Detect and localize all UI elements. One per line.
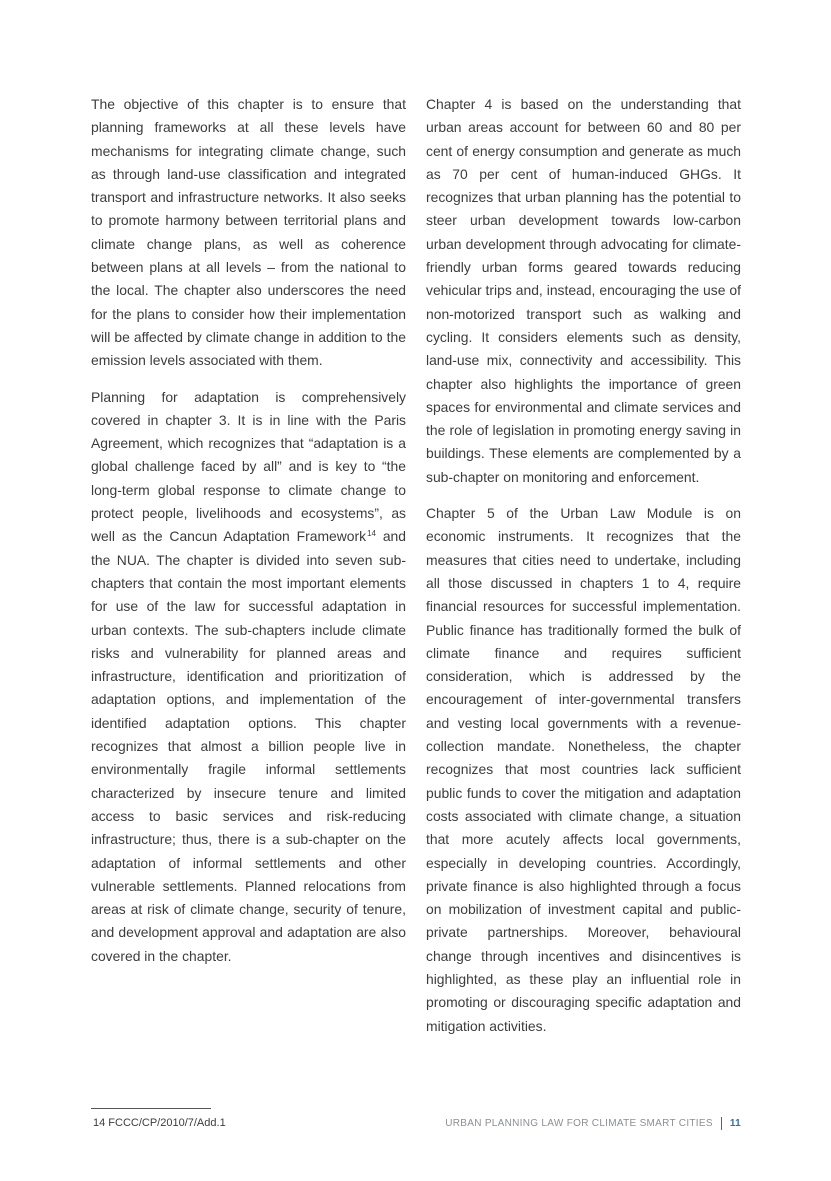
page-number: 11 xyxy=(729,1118,741,1129)
footer-title: URBAN PLANNING LAW FOR CLIMATE SMART CITIES xyxy=(445,1118,713,1129)
footer-separator xyxy=(721,1117,722,1130)
footnote-14: 14 FCCC/CP/2010/7/Add.1 xyxy=(93,1117,226,1129)
footnote-marker-14[interactable]: 14 xyxy=(367,528,376,538)
paragraph-adaptation-part1: Planning for adaptation is comprehensively covered in chapter 3. It is in line with the Paris Agreement, which recognizes that “adaptation is a global challenge faced by all” and is key to “the long-term global response to climate change to protect people, livelihoods and ecosystems”, as well as the Cancun Adaptation Framework xyxy=(91,388,406,545)
footnote-divider xyxy=(91,1108,211,1109)
paragraph-chapter4: Chapter 4 is based on the understanding that urban areas account for between 60 and 80 per cent of energy consumption and generate as much as 70 per cent of human-induced GHGs. It recognizes that urban planning has the potential to steer urban development towards low-carbon urban development through advocating for climate-friendly urban forms geared towards reducing vehicular trips and, instead, encouraging the use of non-motorized transport such as walking and cycling. It considers elements such as density, land-use mix, connectivity and accessibility. This chapter also highlights the importance of green spaces for environmental and climate services and the role of legislation in promoting energy saving in buildings. These elements are complemented by a sub-chapter on monitoring and enforcement. xyxy=(426,96,741,485)
paragraph-adaptation-part2: and the NUA. The chapter is divided into seven sub-chapters that contain the most important elements for use of the law for successful adaptation in urban contexts. The sub-chapters include climate risks and vulnerability for planned areas and infrastructure, identification and prioritization of adaptation options, and implementation of the identified adaptation options. This chapter recognizes that almost a billion people live in environmentally fragile informal settlements characterized by insecure tenure and limited access to basic services and risk-reducing infrastructure; thus, there is a sub-chapter on the adaptation of informal settlements and other vulnerable settlements. Planned relocations from areas at risk of climate change, security of tenure, and development approval and adaptation are also covered in the chapter. xyxy=(91,528,406,964)
left-column xyxy=(91,93,406,981)
right-column xyxy=(426,93,741,1051)
paragraph-adaptation-chapter3 xyxy=(91,386,406,968)
running-footer xyxy=(445,1117,741,1130)
paragraph-chapter-objective: The objective of this chapter is to ensure that planning frameworks at all these levels have mechanisms for integrating climate change, such as through land-use classification and integrated transport and infrastructure networks. It also seeks to promote harmony between territorial plans and climate change plans, as well as coherence between plans at all levels – from the national to the local. The chapter also underscores the need for the plans to consider how their implementation will be affected by climate change in addition to the emission levels associated with them. xyxy=(91,96,406,369)
paragraph-chapter5: Chapter 5 of the Urban Law Module is on economic instruments. It recognizes that the measures that cities need to undertake, including all those discussed in chapters 1 to 4, require financial resources for successful implementation. Public finance has traditionally formed the bulk of climate finance and requires sufficient consideration, which is addressed by the encouragement of inter-governmental transfers and vesting local governments with a revenue-collection mandate. Nonetheless, the chapter recognizes that most countries lack sufficient public funds to cover the mitigation and adaptation costs associated with climate change, a situation that more acutely affects local governments, especially in developing countries. Accordingly, private finance is also highlighted through a focus on mobilization of investment capital and public-private partnerships. Moreover, behavioural change through incentives and disincentives is highlighted, as these play an influential role in promoting or discouraging specific adaptation and mitigation activities. xyxy=(426,505,741,1034)
